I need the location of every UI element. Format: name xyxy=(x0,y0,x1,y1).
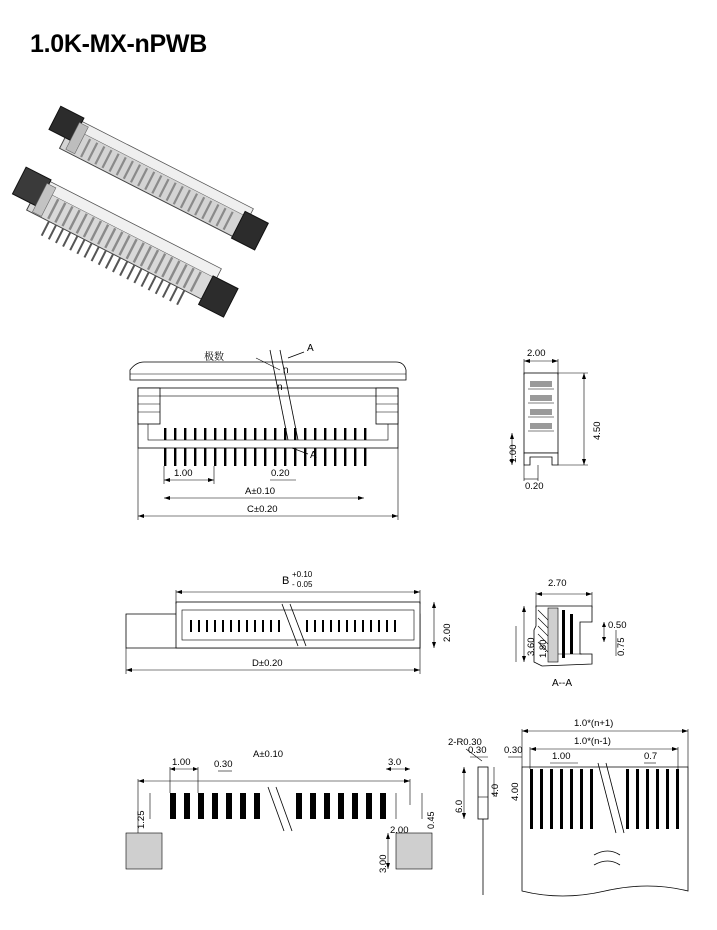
dim-360: 3.60 xyxy=(526,637,537,656)
dim-side-width: 2.00 xyxy=(527,348,546,359)
dim-075: 0.75 xyxy=(616,637,627,656)
dim-pad-small: 0.45 xyxy=(426,811,436,829)
dim-b-tol-plus: +0.10 xyxy=(292,570,313,579)
dim-pad-right: 3.0 xyxy=(388,757,402,768)
dim-fpc-left-030: 0.30 xyxy=(468,745,487,756)
front-view-drawing xyxy=(120,340,440,530)
photo-svg xyxy=(35,110,335,310)
label-section-a-top: A xyxy=(307,343,314,354)
dim-fpc-pitch: 1.00 xyxy=(552,751,571,762)
page-title: 1.0K-MX-nPWB xyxy=(30,30,207,58)
dim-a: A±0.10 xyxy=(245,486,276,497)
dim-b-tol-minus: - 0.05 xyxy=(292,580,313,589)
label-n-lower: n xyxy=(277,382,283,393)
dim-fpc-gap: 0.7 xyxy=(644,751,658,762)
dim-pcb-a: A±0.10 xyxy=(253,749,284,760)
fpc-view-drawing xyxy=(448,705,708,905)
dim-c: C±0.20 xyxy=(247,504,278,515)
section-a-a-drawing xyxy=(512,570,652,700)
dim-first-pad: 1.25 xyxy=(136,810,147,829)
dim-side-height: 4.50 xyxy=(592,421,603,440)
label-section-a-bottom: A xyxy=(310,450,317,461)
dim-pad-len2: 3.00 xyxy=(378,854,389,873)
dim-pad-width: 0.30 xyxy=(214,759,233,770)
label-section-caption: A--A xyxy=(552,678,572,689)
dim-fpc-span-nm1: 1.0*(n-1) xyxy=(574,736,611,747)
dim-180: 1.80 xyxy=(538,639,549,658)
dim-fpc-span-np1: 1.0*(n+1) xyxy=(574,718,614,729)
dim-d: D±0.20 xyxy=(252,658,283,669)
dim-top-depth: 2.00 xyxy=(442,623,453,642)
dim-b: B xyxy=(282,575,290,587)
dim-side-inner-height: 1.00 xyxy=(508,444,519,463)
dim-section-top-width: 2.70 xyxy=(548,578,567,589)
fpc-connector-photo xyxy=(35,110,305,300)
dim-pad-len: 2.00 xyxy=(390,825,409,836)
dim-fpc-400: 4.00 xyxy=(510,782,521,801)
dim-fpc-radius-note: 2-R0.30 xyxy=(448,737,482,748)
dim-pitch-1-00: 1.00 xyxy=(174,468,193,479)
dim-fpc-40: 4.0 xyxy=(490,783,501,797)
label-n-upper: n xyxy=(283,365,289,376)
dim-fpc-60: 6.0 xyxy=(454,799,465,813)
pcb-layout-drawing xyxy=(110,745,440,895)
dim-050: 0.50 xyxy=(608,620,627,631)
top-view-drawing xyxy=(120,570,453,700)
dim-pin-width-0-20: 0.20 xyxy=(271,468,290,479)
side-view-drawing xyxy=(500,345,610,495)
dim-side-foot: 0.20 xyxy=(525,481,544,492)
label-poles-cn: 极数 xyxy=(204,352,224,363)
dim-fpc-right-030: 0.30 xyxy=(504,745,523,756)
dim-pad-pitch: 1.00 xyxy=(172,757,191,768)
